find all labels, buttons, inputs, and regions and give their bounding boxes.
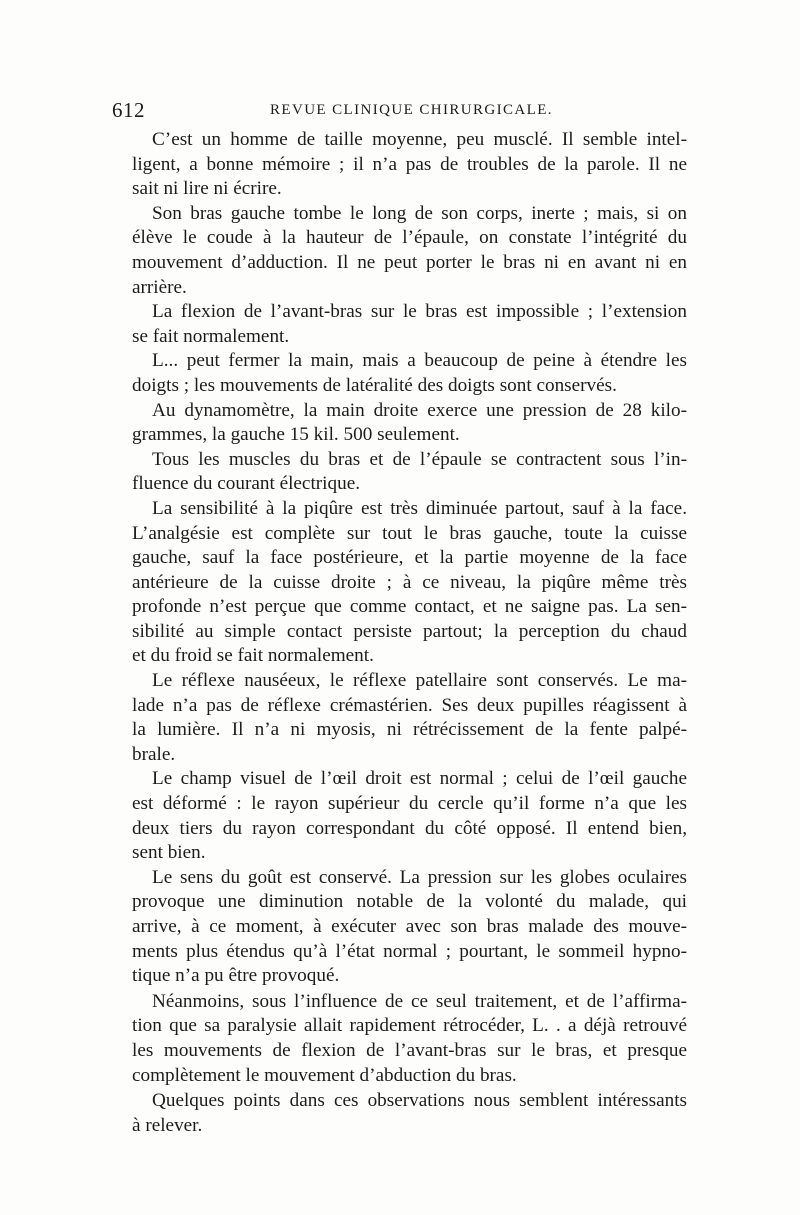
text-line: La flexion de l’avant-bras sur le bras est impossible ; l’extension (152, 301, 687, 323)
text-line: profonde n’est perçue que comme contact, et ne saigne pas. La sen- (132, 596, 687, 618)
paragraph (112, 448, 687, 497)
text-line: et du froid se fait normalement. (132, 645, 374, 667)
text-line: Son bras gauche tombe le long de son corps, inerte ; mais, si on (152, 202, 687, 224)
text-line: provoque une diminution notable de la volonté du malade, qui (132, 891, 687, 913)
text-line: Le réflexe nauséeux, le réflexe patellaire sont conservés. Le ma- (152, 670, 687, 692)
paragraph (112, 300, 687, 349)
text-line: antérieure de la cuisse droite ; à ce niveau, la piqûre même très (132, 571, 687, 593)
text-line: est déformé : le rayon supérieur du cercle qu’il forme n’a que les (132, 793, 687, 815)
text-line: lade n’a pas de réflexe crémastérien. Ses deux pupilles réagissent à (132, 694, 687, 716)
text-line: ligent, a bonne mémoire ; il n’a pas de troubles de la parole. Il ne (132, 153, 687, 175)
text-line: Tous les muscles du bras et de l’épaule se contractent sous l’in- (152, 448, 687, 470)
text-line: brale. (132, 743, 176, 765)
body-text (112, 128, 687, 1138)
text-line: grammes, la gauche 15 kil. 500 seulement. (132, 424, 460, 446)
text-line: se fait normalement. (132, 325, 290, 347)
text-line: complètement le mouvement d’abduction du bras. (132, 1064, 517, 1086)
text-line: sibilité au simple contact persiste partout; la perception du chaud (132, 620, 687, 642)
text-line: fluence du courant électrique. (132, 473, 361, 495)
paragraph (112, 1089, 687, 1138)
text-line: tique n’a pu être provoqué. (132, 965, 340, 987)
text-line: Néanmoins, sous l’influence de ce seul traitement, et de l’affirma- (152, 990, 687, 1012)
paragraph (112, 497, 687, 669)
text-line: mouvement d’adduction. Il ne peut porter le bras ni en avant ni en (132, 251, 687, 273)
text-line: Quelques points dans ces observations nous semblent intéressants (152, 1090, 687, 1112)
paragraph (112, 669, 687, 767)
text-line: La sensibilité à la piqûre est très diminuée partout, sauf à la face. (152, 497, 687, 519)
paragraph (112, 767, 687, 865)
text-line: arrive, à ce moment, à exécuter avec son bras malade des mouve- (132, 916, 687, 937)
text-line: L’analgésie est complète sur tout le bras gauche, toute la cuisse (132, 522, 687, 544)
text-line: la lumière. Il n’a ni myosis, ni rétrécissement de la fente palpé- (132, 719, 687, 741)
text-line: doigts ; les mouvements de latéralité des doigts sont conservés. (132, 374, 617, 396)
text-line: élève le coude à la hauteur de l’épaule, on constate l’intégrité du (132, 227, 687, 249)
text-line: gauche, sauf la face postérieure, et la partie moyenne de la face (132, 547, 687, 569)
paragraph (112, 128, 687, 202)
paragraph (112, 349, 687, 398)
text-line: les mouvements de flexion de l’avant-bras sur le bras, et presque (132, 1039, 687, 1061)
text-line: sait ni lire ni écrire. (132, 178, 282, 200)
text-line: arrière. (132, 276, 187, 298)
text-line: ments plus étendus qu’à l’état normal ; pourtant, le sommeil hypno- (132, 940, 687, 962)
text-line: L... peut fermer la main, mais a beaucoup de peine à étendre les (152, 350, 687, 372)
text-line: sent bien. (132, 842, 206, 864)
text-line: Le champ visuel de l’œil droit est normal ; celui de l’œil gauche (152, 768, 687, 790)
page-header (112, 98, 687, 124)
paragraph (112, 399, 687, 448)
paragraph (112, 202, 687, 300)
text-line: Le sens du goût est conservé. La pression sur les globes oculaires (152, 866, 687, 888)
text-line: à relever. (132, 1114, 203, 1136)
text-line: C’est un homme de taille moyenne, peu musclé. Il semble intel- (152, 129, 687, 150)
paragraph (112, 866, 687, 989)
page-number: 612 (112, 98, 145, 122)
text-line: deux tiers du rayon correspondant du côté opposé. Il entend bien, (132, 817, 687, 839)
running-head: REVUE CLINIQUE CHIRURGICALE. (270, 102, 553, 118)
paragraph (112, 990, 687, 1088)
text-line: Au dynamomètre, la main droite exerce une pression de 28 kilo- (152, 399, 687, 421)
text-line: tion que sa paralysie allait rapidement rétrocéder, L. . a déjà retrouvé (132, 1015, 687, 1037)
